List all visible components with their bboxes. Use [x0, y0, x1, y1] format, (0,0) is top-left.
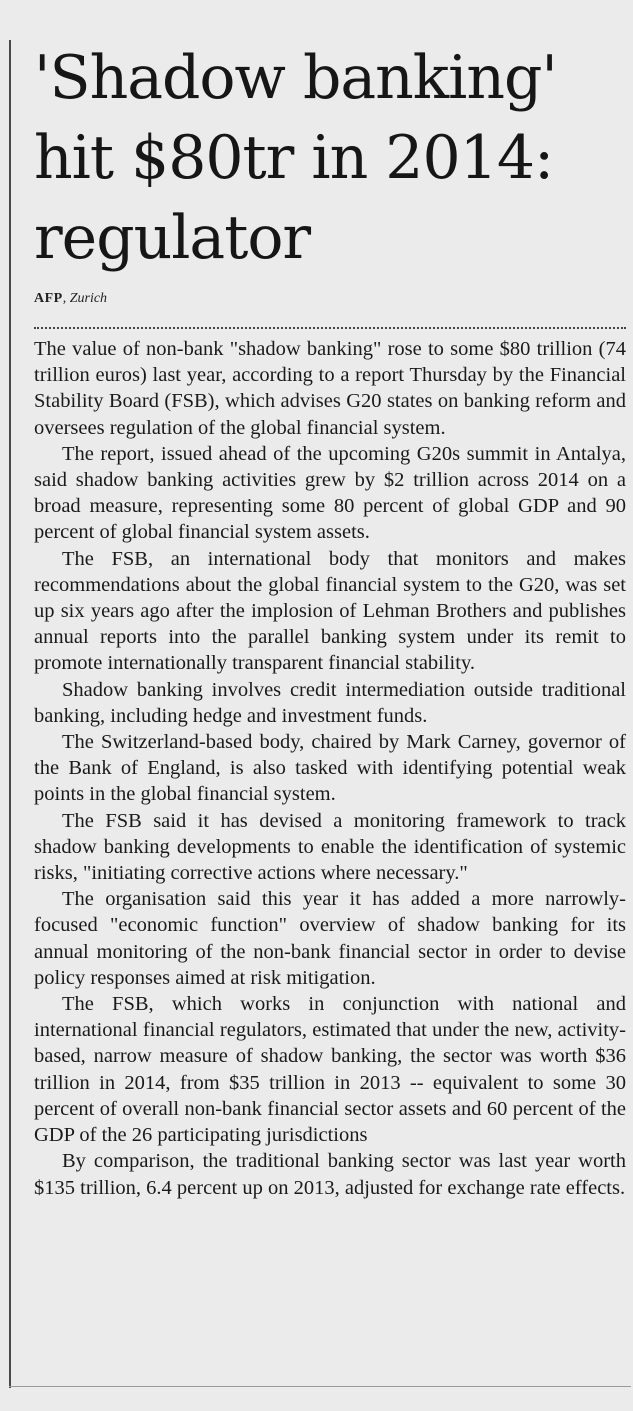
article-paragraph: The organisation said this year it has added a more narrowly-focused "economic function" overview of shadow banking for its annual monitoring of the non-bank financial sector in order to devise policy responses aimed at risk mitigation.	[34, 888, 626, 989]
article-paragraph: By comparison, the traditional banking sector was last year worth $135 trillion, 6.4 percent up on 2013, adjusted for exchange rate effects.	[34, 1150, 626, 1199]
article-paragraph: The FSB, which works in conjunction with national and international financial regulators, estimated that under the new, activity-based, narrow measure of shadow banking, the sector was worth $36 trillion in 2014, from $35 trillion in 2013 -- equivalent to some 30 percent of overall non-bank financial sector assets and 60 percent of the GDP of the 26 participating jurisdictions	[34, 993, 626, 1147]
headline: 'Shadow banking' hit $80tr in 2014: regulator	[34, 43, 557, 273]
article-paragraph: The FSB said it has devised a monitoring framework to track shadow banking developments to enable the identification of systemic risks, "initiating corrective actions where necessary."	[34, 809, 626, 885]
article-paragraph: The report, issued ahead of the upcoming G20s summit in Antalya, said shadow banking activities grew by $2 trillion across 2014 on a broad measure, representing some 80 percent of global GDP and 90 percent of global financial system assets.	[34, 442, 626, 544]
dotted-separator	[34, 327, 626, 329]
column-rule-left	[9, 40, 11, 1388]
article-paragraph: The FSB, an international body that monitors and makes recommendations about the global financial system to the G20, was set up six years ago after the implosion of Lehman Brothers and publishes annual reports into the parallel banking system under its remit to promote internationally transparent financial stability.	[34, 547, 626, 675]
article-body	[34, 336, 626, 1201]
byline-dateline: Zurich	[69, 291, 108, 306]
bottom-rule	[9, 1386, 631, 1387]
byline-separator: ,	[62, 291, 70, 306]
article-paragraph: The Switzerland-based body, chaired by Mark Carney, governor of the Bank of England, is also tasked with identifying potential weak points in the global financial system.	[34, 731, 626, 806]
article-paragraph: The value of non-bank "shadow banking" rose to some $80 trillion (74 trillion euros) last year, according to a report Thursday by the Financial Stability Board (FSB), which advises G20 states on banking reform and oversees regulation of the global financial system.	[34, 338, 626, 439]
article-paragraph: Shadow banking involves credit intermediation outside traditional banking, including hedge and investment funds.	[34, 678, 626, 727]
byline-agency: AFP	[34, 291, 63, 306]
byline	[34, 291, 107, 307]
